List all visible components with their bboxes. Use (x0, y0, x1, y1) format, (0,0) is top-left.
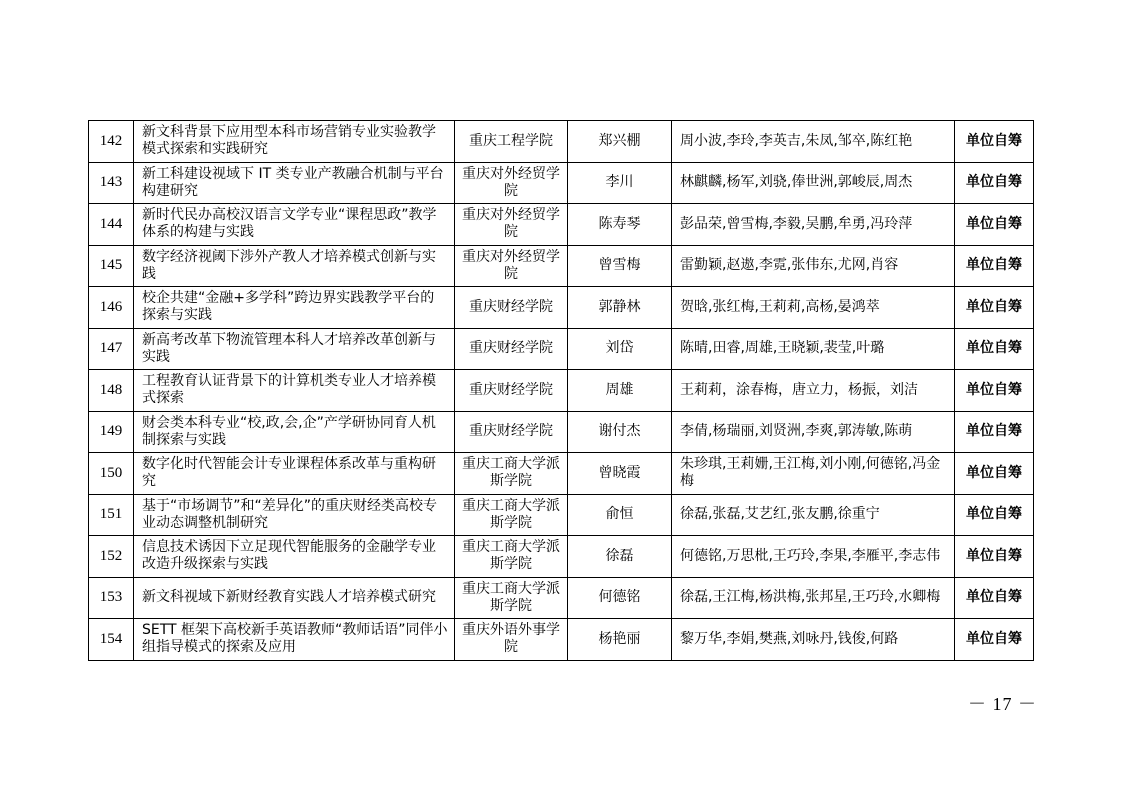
project-members-cell: 徐磊,王江梅,杨洪梅,张邦星,王巧玲,水卿梅 (672, 577, 955, 619)
project-table (88, 120, 1034, 661)
project-title-cell: 新文科视域下新财经教育实践人才培养模式研究 (134, 577, 455, 619)
project-number-cell: 143 (89, 162, 134, 204)
applicant-unit-cell: 重庆对外经贸学院 (455, 245, 568, 287)
funding-source-cell: 单位自筹 (955, 577, 1034, 619)
project-number-cell: 148 (89, 370, 134, 412)
project-number-cell: 142 (89, 121, 134, 163)
project-members-cell: 朱珍琪,王莉姗,王江梅,刘小刚,何德铭,冯金梅 (672, 453, 955, 495)
project-members-cell: 林麒麟,杨军,刘骁,俸世洲,郭峻辰,周杰 (672, 162, 955, 204)
project-members-cell: 彭品荣,曾雪梅,李毅,吴鹏,牟勇,冯玲萍 (672, 204, 955, 246)
project-members-cell: 黎万华,李娟,樊燕,刘咏丹,钱俊,何路 (672, 619, 955, 661)
table-row (89, 162, 1034, 204)
project-number-cell: 145 (89, 245, 134, 287)
project-number-cell: 152 (89, 536, 134, 578)
table-row (89, 453, 1034, 495)
table-row (89, 619, 1034, 661)
project-leader-cell: 谢付杰 (568, 411, 672, 453)
funding-source-cell: 单位自筹 (955, 411, 1034, 453)
project-members-cell: 何德铭,万思枇,王巧玲,李果,李雁平,李志伟 (672, 536, 955, 578)
applicant-unit-cell: 重庆对外经贸学院 (455, 204, 568, 246)
project-table-body (89, 121, 1034, 661)
project-members-cell: 雷勤颖,赵遨,李霓,张伟东,尤网,肖容 (672, 245, 955, 287)
project-title-cell: 新高考改革下物流管理本科人才培养改革创新与实践 (134, 328, 455, 370)
applicant-unit-cell: 重庆工商大学派斯学院 (455, 577, 568, 619)
project-leader-cell: 杨艳丽 (568, 619, 672, 661)
funding-source-cell: 单位自筹 (955, 162, 1034, 204)
funding-source-cell: 单位自筹 (955, 619, 1034, 661)
project-members-cell: 徐磊,张磊,艾艺红,张友鹏,徐重宁 (672, 494, 955, 536)
project-leader-cell: 郭静林 (568, 287, 672, 329)
applicant-unit-cell: 重庆财经学院 (455, 411, 568, 453)
project-title-cell: 财会类本科专业“校,政,会,企”产学研协同育人机制探索与实践 (134, 411, 455, 453)
table-row (89, 577, 1034, 619)
project-title-cell: 数字经济视阈下涉外产教人才培养模式创新与实践 (134, 245, 455, 287)
project-leader-cell: 刘岱 (568, 328, 672, 370)
table-row (89, 204, 1034, 246)
applicant-unit-cell: 重庆财经学院 (455, 287, 568, 329)
project-title-cell: 基于“市场调节”和“差异化”的重庆财经类高校专业动态调整机制研究 (134, 494, 455, 536)
project-number-cell: 153 (89, 577, 134, 619)
applicant-unit-cell: 重庆财经学院 (455, 328, 568, 370)
project-number-cell: 146 (89, 287, 134, 329)
page-number: － 17 － (968, 694, 1037, 714)
table-row (89, 328, 1034, 370)
funding-source-cell: 单位自筹 (955, 494, 1034, 536)
project-title-cell: 工程教育认证背景下的计算机类专业人才培养模式探索 (134, 370, 455, 412)
funding-source-cell: 单位自筹 (955, 370, 1034, 412)
applicant-unit-cell: 重庆工商大学派斯学院 (455, 494, 568, 536)
project-title-cell: 校企共建“金融+多学科”跨边界实践教学平台的探索与实践 (134, 287, 455, 329)
table-row (89, 411, 1034, 453)
project-leader-cell: 郑兴棚 (568, 121, 672, 163)
project-title-cell: 新时代民办高校汉语言文学专业“课程思政”教学体系的构建与实践 (134, 204, 455, 246)
funding-source-cell: 单位自筹 (955, 453, 1034, 495)
applicant-unit-cell: 重庆工商大学派斯学院 (455, 453, 568, 495)
applicant-unit-cell: 重庆工商大学派斯学院 (455, 536, 568, 578)
project-members-cell: 李倩,杨瑞丽,刘贤洲,李爽,郭涛敏,陈萌 (672, 411, 955, 453)
project-members-cell: 周小波,李玲,李英吉,朱凤,邹卒,陈红艳 (672, 121, 955, 163)
project-title-cell: 信息技术诱因下立足现代智能服务的金融学专业改造升级探索与实践 (134, 536, 455, 578)
funding-source-cell: 单位自筹 (955, 204, 1034, 246)
table-row (89, 245, 1034, 287)
project-leader-cell: 陈寿琴 (568, 204, 672, 246)
project-number-cell: 154 (89, 619, 134, 661)
funding-source-cell: 单位自筹 (955, 121, 1034, 163)
project-number-cell: 150 (89, 453, 134, 495)
project-members-cell: 陈晴,田睿,周雄,王晓颖,裴莹,叶璐 (672, 328, 955, 370)
applicant-unit-cell: 重庆工程学院 (455, 121, 568, 163)
funding-source-cell: 单位自筹 (955, 328, 1034, 370)
applicant-unit-cell: 重庆财经学院 (455, 370, 568, 412)
project-number-cell: 149 (89, 411, 134, 453)
table-row (89, 370, 1034, 412)
funding-source-cell: 单位自筹 (955, 536, 1034, 578)
project-leader-cell: 徐磊 (568, 536, 672, 578)
project-title-cell: 数字化时代智能会计专业课程体系改革与重构研究 (134, 453, 455, 495)
project-number-cell: 144 (89, 204, 134, 246)
funding-source-cell: 单位自筹 (955, 245, 1034, 287)
table-row (89, 494, 1034, 536)
project-leader-cell: 曾晓霞 (568, 453, 672, 495)
applicant-unit-cell: 重庆对外经贸学院 (455, 162, 568, 204)
project-title-cell: SETT 框架下高校新手英语教师“教师话语”同伴小组指导模式的探索及应用 (134, 619, 455, 661)
table-row (89, 287, 1034, 329)
project-members-cell: 贺晗,张红梅,王莉莉,高杨,晏鸿萃 (672, 287, 955, 329)
table-row (89, 121, 1034, 163)
funding-source-cell: 单位自筹 (955, 287, 1034, 329)
project-leader-cell: 俞恒 (568, 494, 672, 536)
project-leader-cell: 李川 (568, 162, 672, 204)
table-row (89, 536, 1034, 578)
project-leader-cell: 周雄 (568, 370, 672, 412)
project-leader-cell: 何德铭 (568, 577, 672, 619)
project-title-cell: 新工科建设视域下 IT 类专业产教融合机制与平台构建研究 (134, 162, 455, 204)
project-leader-cell: 曾雪梅 (568, 245, 672, 287)
project-number-cell: 151 (89, 494, 134, 536)
project-title-cell: 新文科背景下应用型本科市场营销专业实验教学模式探索和实践研究 (134, 121, 455, 163)
project-members-cell: 王莉莉，涂春梅，唐立力，杨振，刘洁 (672, 370, 955, 412)
applicant-unit-cell: 重庆外语外事学院 (455, 619, 568, 661)
project-number-cell: 147 (89, 328, 134, 370)
